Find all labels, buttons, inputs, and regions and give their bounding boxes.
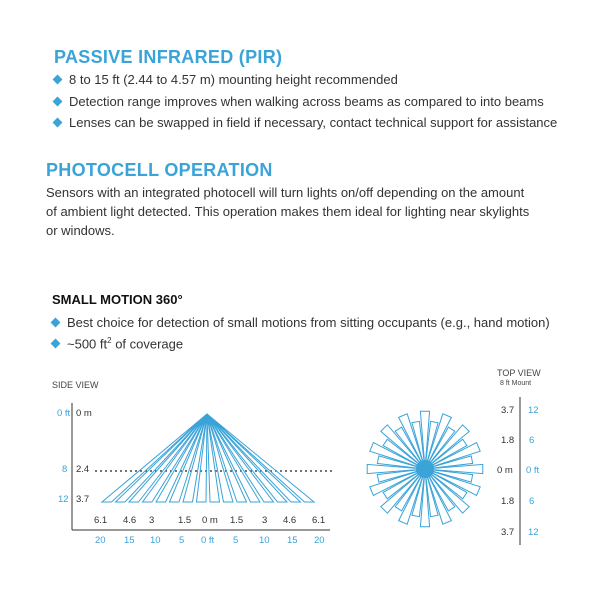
photocell-line: Sensors with an integrated photocell will turn lights on/off depending on the amount	[46, 185, 525, 200]
side-x-m-6: 3	[262, 515, 268, 526]
side-x-m-1: 4.6	[123, 515, 137, 526]
coverage-text-suffix: of coverage	[111, 336, 184, 352]
coverage-text: ~500 ft	[67, 336, 108, 352]
top-ft-3: 6	[529, 496, 535, 507]
side-y-m-2: 3.7	[76, 494, 90, 505]
side-y-ft-2: 12	[58, 494, 69, 505]
top-m-0: 3.7	[501, 405, 515, 416]
side-x-ft-5: 5	[233, 535, 239, 546]
top-view-label: TOP VIEW	[497, 368, 541, 378]
side-y-m-1: 2.4	[76, 464, 90, 475]
top-m-4: 3.7	[501, 527, 515, 538]
photocell-line: or windows.	[46, 223, 115, 238]
side-x-m-8: 6.1	[312, 515, 326, 526]
pir-bullet-text: Detection range improves when walking across beams as compared to into beams	[69, 94, 544, 109]
top-view-center-dot	[416, 460, 434, 478]
photocell-line: of ambient light detected. This operation makes them ideal for lighting near skylights	[46, 204, 530, 219]
side-x-ft-8: 20	[314, 535, 325, 546]
side-x-ft-0: 20	[95, 535, 106, 546]
top-ft-4: 12	[528, 527, 539, 538]
pir-bullet-text: Lenses can be swapped in field if necessary, contact technical support for assistance	[69, 115, 558, 130]
pir-heading: PASSIVE INFRARED (PIR)	[54, 47, 283, 67]
side-y-ft-1: 8	[62, 464, 68, 475]
small-motion-heading: SMALL MOTION 360°	[52, 292, 183, 307]
side-x-ft-1: 15	[124, 535, 135, 546]
coverage-superscript: 2	[107, 336, 112, 345]
top-ft-0: 12	[528, 405, 539, 416]
top-m-3: 1.8	[501, 496, 515, 507]
side-x-m-0: 6.1	[94, 515, 108, 526]
side-x-m-3: 1.5	[178, 515, 192, 526]
small-motion-bullet-text: Best choice for detection of small motions from sitting occupants (e.g., hand motion)	[67, 315, 550, 330]
side-x-m-2: 3	[149, 515, 155, 526]
side-x-m-7: 4.6	[283, 515, 297, 526]
side-x-ft-6: 10	[259, 535, 270, 546]
side-view-label: SIDE VIEW	[52, 380, 99, 390]
side-x-ft-2: 10	[150, 535, 161, 546]
side-x-ft-3: 5	[179, 535, 185, 546]
side-x-ft-4: 0 ft	[201, 535, 215, 546]
side-x-m-5: 1.5	[230, 515, 244, 526]
side-x-m-4: 0 m	[202, 515, 218, 526]
top-ft-2: 0 ft	[526, 465, 540, 476]
top-m-1: 1.8	[501, 435, 515, 446]
side-y-ft-0: 0 ft	[57, 408, 71, 419]
photocell-heading: PHOTOCELL OPERATION	[46, 160, 273, 180]
top-view-sublabel: 8 ft Mount	[500, 380, 532, 387]
top-ft-1: 6	[529, 435, 535, 446]
side-x-ft-7: 15	[287, 535, 298, 546]
top-m-2: 0 m	[497, 465, 513, 476]
side-y-m-0: 0 m	[76, 408, 92, 419]
pir-bullet-text: 8 to 15 ft (2.44 to 4.57 m) mounting height recommended	[69, 72, 398, 87]
